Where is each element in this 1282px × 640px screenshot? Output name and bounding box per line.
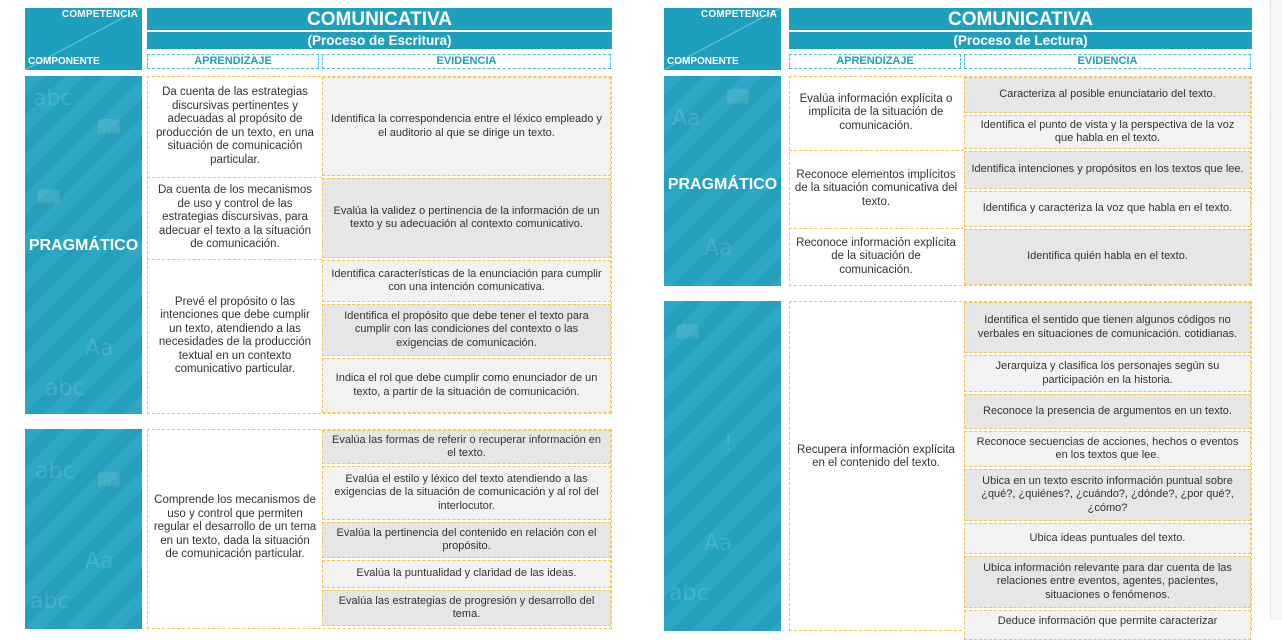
evidence-cell: Identifica quién habla en el texto. bbox=[964, 229, 1251, 285]
decor-letter-icon: Aa bbox=[704, 531, 733, 556]
component-box-2 bbox=[25, 429, 142, 629]
componente-label: COMPONENTE bbox=[28, 56, 100, 67]
competence-title: COMUNICATIVA bbox=[147, 8, 612, 30]
vertical-scrollbar[interactable] bbox=[1270, 0, 1282, 620]
learning-item: Evalúa información explícita o implícita de la situación de comunicación. bbox=[799, 92, 953, 132]
evidence-cell: Evalúa las formas de referir o recuperar información en el texto. bbox=[322, 430, 611, 464]
competencia-componente-header bbox=[25, 8, 142, 70]
evidence-cell: Indica el rol que debe cumplir como enunciador de un texto, a partir de la situación de comunicación. bbox=[322, 358, 611, 413]
decor-letter-icon: Aa bbox=[85, 336, 114, 361]
evidence-cell: Jerarquiza y clasifica los personajes según su participación en la historia. bbox=[964, 355, 1251, 392]
componente-label: COMPONENTE bbox=[667, 56, 739, 67]
decor-letter-icon: Aa bbox=[704, 236, 733, 261]
learning-item: Da cuenta de las estrategias discursivas pertinentes y adecuadas al propósito de producción de un texto, en una situación de comunicación particular. bbox=[156, 86, 314, 166]
competence-title: COMUNICATIVA bbox=[789, 8, 1252, 30]
component-label-pragmatico: PRAGMÁTICO bbox=[28, 237, 139, 254]
decor-letter-icon: abc bbox=[33, 86, 73, 111]
evidence-cell: Caracteriza al posible enunciatario del texto. bbox=[964, 77, 1251, 113]
evidence-cell: Identifica el punto de vista y la perspectiva de la voz que habla en el texto. bbox=[964, 115, 1251, 149]
evidence-cell: Identifica el propósito que debe tener el texto para cumplir con las condiciones del contexto o las exigencias de comunicación. bbox=[322, 304, 611, 356]
evidence-cell: Evalúa el estilo y léxico del texto atendiendo a las exigencias de la situación de comunicación y al rol del interlocutor. bbox=[322, 466, 611, 520]
process-subtitle: (Proceso de Escritura) bbox=[147, 32, 612, 49]
decor-letter-icon: Aa bbox=[672, 106, 701, 131]
evidence-cell: Evalúa las estrategias de progresión y desarrollo del tema. bbox=[322, 590, 611, 626]
writing-process-table bbox=[25, 0, 612, 620]
evidence-cell: Reconoce secuencias de acciones, hechos o eventos en los textos que lee. bbox=[964, 431, 1251, 467]
learning-item: Reconoce información explícita de la situación de comunicación. bbox=[796, 236, 956, 276]
learning-item: Prevé el propósito o las intenciones que debe cumplir un texto, atendiendo a las necesidades de la producción textual en un contexto comunicativo particular. bbox=[158, 295, 312, 375]
decor-book-icon: 📖 bbox=[674, 321, 702, 346]
decor-letter-icon: abc bbox=[30, 589, 70, 614]
evidencia-column-header: EVIDENCIA bbox=[964, 54, 1251, 69]
decor-letter-icon: abc bbox=[35, 459, 75, 484]
evidence-cell: Identifica el sentido que tienen algunos códigos no verbales en situaciones de comunicación. cotidianas. bbox=[964, 302, 1251, 353]
evidence-cell: Identifica la correspondencia entre el léxico empleado y el auditorio al que se dirige un texto. bbox=[322, 77, 611, 176]
decor-book-icon: 📖 bbox=[95, 116, 123, 141]
competencia-label: COMPETENCIA bbox=[700, 9, 777, 20]
evidence-cell: Evalúa la pertinencia del contenido en relación con el propósito. bbox=[322, 522, 611, 558]
reading-process-table bbox=[664, 0, 1252, 627]
decor-book-icon: 📖 bbox=[35, 186, 63, 211]
learning-item: Da cuenta de los mecanismos de uso y control de las estrategias discursivas, para adecuar el texto a la situación de comunicación. bbox=[157, 184, 313, 251]
decor-letter-icon: ! bbox=[724, 431, 733, 456]
decor-book-icon: 📖 bbox=[724, 86, 752, 111]
component-box-2 bbox=[664, 301, 781, 631]
aprendizaje-column-header: APRENDIZAJE bbox=[147, 54, 319, 69]
decor-book-icon: 📖 bbox=[95, 469, 123, 494]
aprendizaje-column-header: APRENDIZAJE bbox=[789, 54, 961, 69]
competencia-componente-header bbox=[664, 8, 781, 70]
evidence-cell: Identifica y caracteriza la voz que habla en el texto. bbox=[964, 191, 1251, 227]
learning-item: Comprende los mecanismos de uso y control que permiten regular el desarrollo de un tema en un texto, dada la situación de comunicación particular. bbox=[153, 494, 317, 561]
evidence-cell: Ubica información relevante para dar cuenta de las relaciones entre eventos, agentes, pacientes, situaciones o fenómenos. bbox=[964, 556, 1251, 608]
evidence-cell: Ubica en un texto escrito información puntual sobre ¿qué?, ¿quiénes?, ¿cuándo?, ¿dónde?, ¿por qué?, ¿cómo? bbox=[964, 469, 1251, 521]
evidence-cell: Reconoce la presencia de argumentos en un texto. bbox=[964, 394, 1251, 429]
competencia-label: COMPETENCIA bbox=[61, 9, 138, 20]
evidence-cell: Identifica características de la enunciación para cumplir con una intención comunicativa. bbox=[322, 260, 611, 302]
evidence-cell: Evalúa la puntualidad y claridad de las ideas. bbox=[322, 560, 611, 588]
evidence-cell: Evalúa la validez o pertinencia de la información de un texto y su adecuación al contexto comunicativo. bbox=[322, 178, 611, 258]
decor-letter-icon: abc bbox=[669, 581, 709, 606]
decor-letter-icon: abc bbox=[45, 376, 85, 401]
decor-letter-icon: Aa bbox=[85, 549, 114, 574]
process-subtitle: (Proceso de Lectura) bbox=[789, 32, 1252, 49]
learning-item: Recupera información explícita en el contenido del texto. bbox=[797, 443, 955, 469]
evidence-cell: Identifica intenciones y propósitos en los textos que lee. bbox=[964, 151, 1251, 189]
evidence-cell: Ubica ideas puntuales del texto. bbox=[964, 523, 1251, 554]
evidencia-column-header: EVIDENCIA bbox=[322, 54, 611, 69]
learning-item: Reconoce elementos implícitos de la situación comunicativa del texto. bbox=[794, 168, 958, 208]
evidence-cell: Deduce información que permite caracterizar bbox=[964, 610, 1251, 640]
component-label-pragmatico: PRAGMÁTICO bbox=[667, 176, 778, 193]
